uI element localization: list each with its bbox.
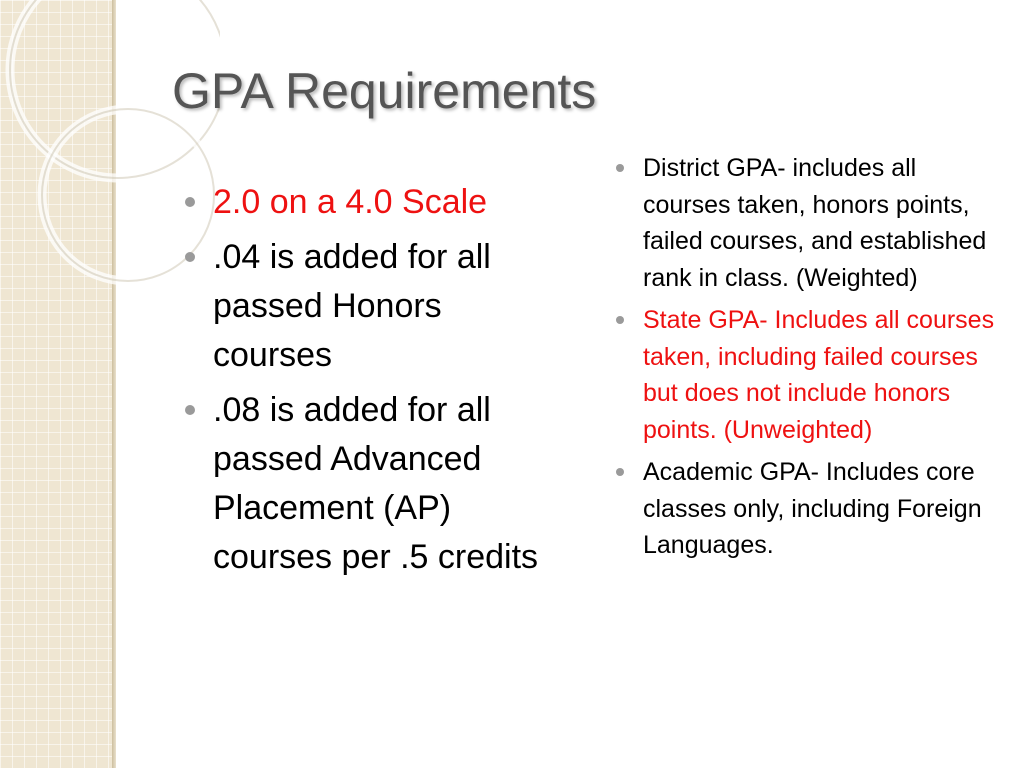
list-item [183, 233, 553, 380]
slide-title: GPA Requirements [172, 63, 597, 119]
bullet-icon [616, 316, 624, 324]
bullet-icon [616, 468, 624, 476]
list-item [614, 454, 1009, 564]
bullet-text: .08 is added for all passed Advanced Placement (AP) courses per .5 credits [213, 391, 539, 576]
bullet-text: 2.0 on a 4.0 Scale [213, 183, 488, 221]
list-item [614, 150, 1009, 296]
bullet-icon [185, 252, 195, 262]
list-item [183, 386, 553, 582]
bullet-text: State GPA- Includes all courses taken, including failed courses but does not include honors points. (Unweighted) [643, 306, 995, 444]
left-bullet-list [183, 178, 553, 588]
bullet-icon [185, 405, 195, 415]
list-item [614, 302, 1009, 448]
bullet-text: Academic GPA- Includes core classes only, including Foreign Languages. [643, 458, 982, 559]
list-item [183, 178, 553, 227]
right-bullet-list [614, 150, 1009, 570]
bullet-icon [185, 197, 195, 207]
bullet-text: District GPA- includes all courses taken, honors points, failed courses, and established rank in class. (Weighted) [643, 154, 987, 292]
bullet-icon [616, 164, 624, 172]
bullet-text: .04 is added for all passed Honors courses [213, 238, 491, 374]
